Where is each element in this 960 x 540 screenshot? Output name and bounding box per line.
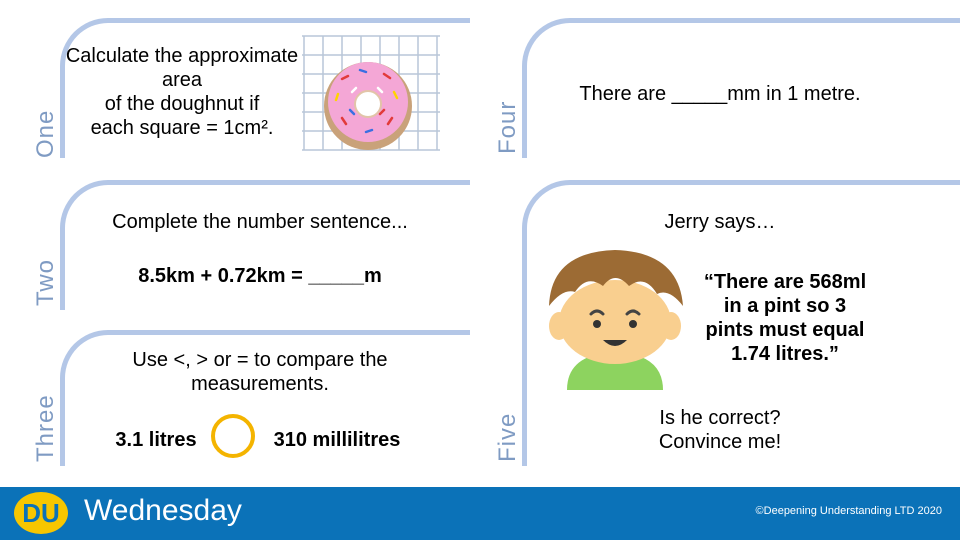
day-label: Wednesday: [84, 494, 242, 527]
three-left-measure: 3.1 litres: [115, 429, 197, 451]
five-question-line2: Convince me!: [658, 431, 782, 453]
five-title: Jerry says…: [664, 211, 776, 233]
one-question-line4: each square = 1cm².: [90, 117, 274, 139]
label-two: Two: [32, 258, 59, 306]
jerry-avatar-icon: [545, 244, 685, 390]
three-prompt: [80, 348, 440, 396]
three-prompt-line2: measurements.: [191, 373, 329, 395]
two-prompt: Complete the number sentence...: [112, 211, 408, 233]
label-four: Four: [494, 100, 521, 154]
three-right-measure: 310 millilitres: [273, 429, 401, 451]
four-question: There are _____mm in 1 metre.: [579, 83, 861, 105]
one-question-line2: area: [161, 69, 203, 91]
five-quote-line2: in a pint so 3: [723, 295, 847, 317]
copyright-text: ©Deepening Understanding LTD 2020: [755, 505, 942, 517]
five-question-line1: Is he correct?: [659, 407, 781, 429]
comparison-circle[interactable]: [211, 414, 255, 458]
two-sentence: 8.5km + 0.72km = _____m: [138, 265, 382, 287]
three-prompt-line1: Use <, > or = to compare the: [132, 349, 388, 371]
label-one: One: [32, 109, 59, 158]
five-quote-line3: pints must equal: [705, 319, 865, 341]
du-logo: DU: [14, 492, 68, 534]
label-three: Three: [32, 394, 59, 462]
five-quote: [680, 270, 890, 366]
five-question: [620, 406, 820, 454]
label-five: Five: [494, 412, 521, 462]
one-question: [52, 44, 312, 140]
one-question-line3: of the doughnut if: [104, 93, 260, 115]
panel-two: [60, 180, 470, 310]
doughnut-grid-image: [302, 34, 442, 152]
one-question-line1: Calculate the approximate: [65, 45, 299, 67]
five-quote-line4: 1.74 litres.”: [731, 343, 839, 365]
five-quote-line1: “There are 568ml: [703, 271, 867, 293]
